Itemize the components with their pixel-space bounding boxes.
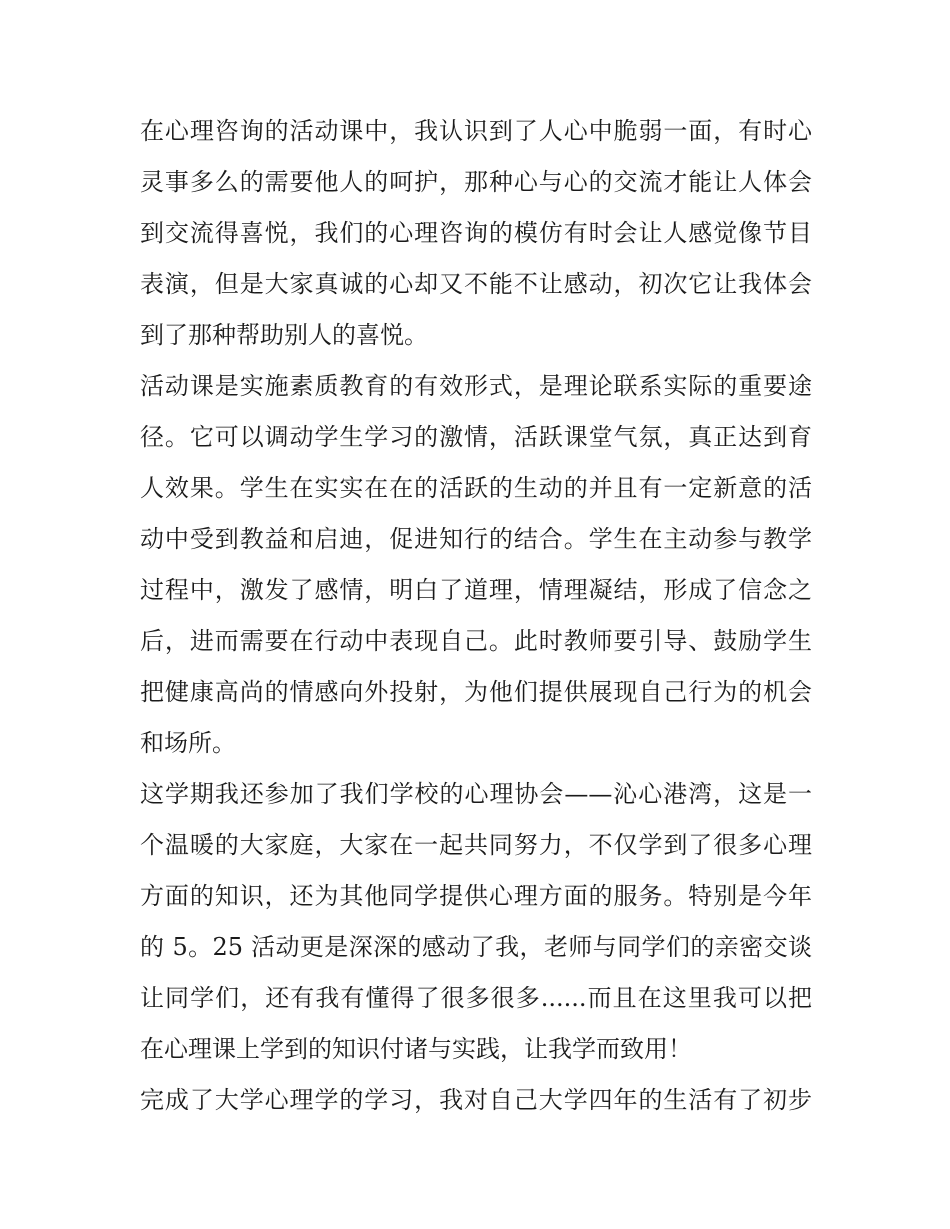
text-line: 方面的知识，还为其他同学提供心理方面的服务。特别是今年 [140, 882, 812, 910]
text-line: 这学期我还参加了我们学校的心理协会——沁心港湾，这是一 [140, 780, 812, 808]
paragraph [140, 361, 812, 769]
text-line: 表演，但是大家真诚的心却又不能不让感动，初次它让我体会 [140, 270, 812, 298]
text-line: 过程中，激发了感情，明白了道理，情理凝结，形成了信念之 [140, 576, 812, 604]
text-line: 到交流得喜悦，我们的心理咨询的模仿有时会让人感觉像节目 [140, 219, 812, 247]
text-line: 活动课是实施素质教育的有效形式，是理论联系实际的重要途 [140, 372, 812, 400]
text-line: 把健康高尚的情感向外投射，为他们提供展现自己行为的机会 [140, 678, 812, 706]
text-line: 在心理咨询的活动课中，我认识到了人心中脆弱一面，有时心 [140, 117, 812, 145]
text-line: 完成了大学心理学的学习，我对自己大学四年的生活有了初步 [140, 1086, 812, 1114]
paragraph [140, 769, 812, 1075]
text-line: 个温暖的大家庭，大家在一起共同努力，不仅学到了很多心理 [140, 831, 812, 859]
paragraph [140, 106, 812, 361]
text-line: 人效果。学生在实实在在的活跃的生动的并且有一定新意的活 [140, 474, 812, 502]
text-line: 到了那种帮助别人的喜悦。 [140, 321, 428, 349]
text-line: 让同学们，还有我有懂得了很多很多......而且在这里我可以把 [140, 984, 812, 1012]
text-line: 在心理课上学到的知识付诸与实践，让我学而致用！ [140, 1035, 692, 1063]
text-line: 动中受到教益和启迪，促进知行的结合。学生在主动参与教学 [140, 525, 812, 553]
text-line: 后，进而需要在行动中表现自己。此时教师要引导、鼓励学生 [140, 627, 812, 655]
text-line: 径。它可以调动学生学习的激情，活跃课堂气氛，真正达到育 [140, 423, 812, 451]
text-line: 灵事多么的需要他人的呵护，那种心与心的交流才能让人体会 [140, 168, 812, 196]
text-line: 的 5。25 活动更是深深的感动了我，老师与同学们的亲密交谈 [140, 933, 812, 961]
text-line: 和场所。 [140, 729, 236, 757]
paragraph [140, 1075, 812, 1126]
document-body [140, 106, 812, 1126]
